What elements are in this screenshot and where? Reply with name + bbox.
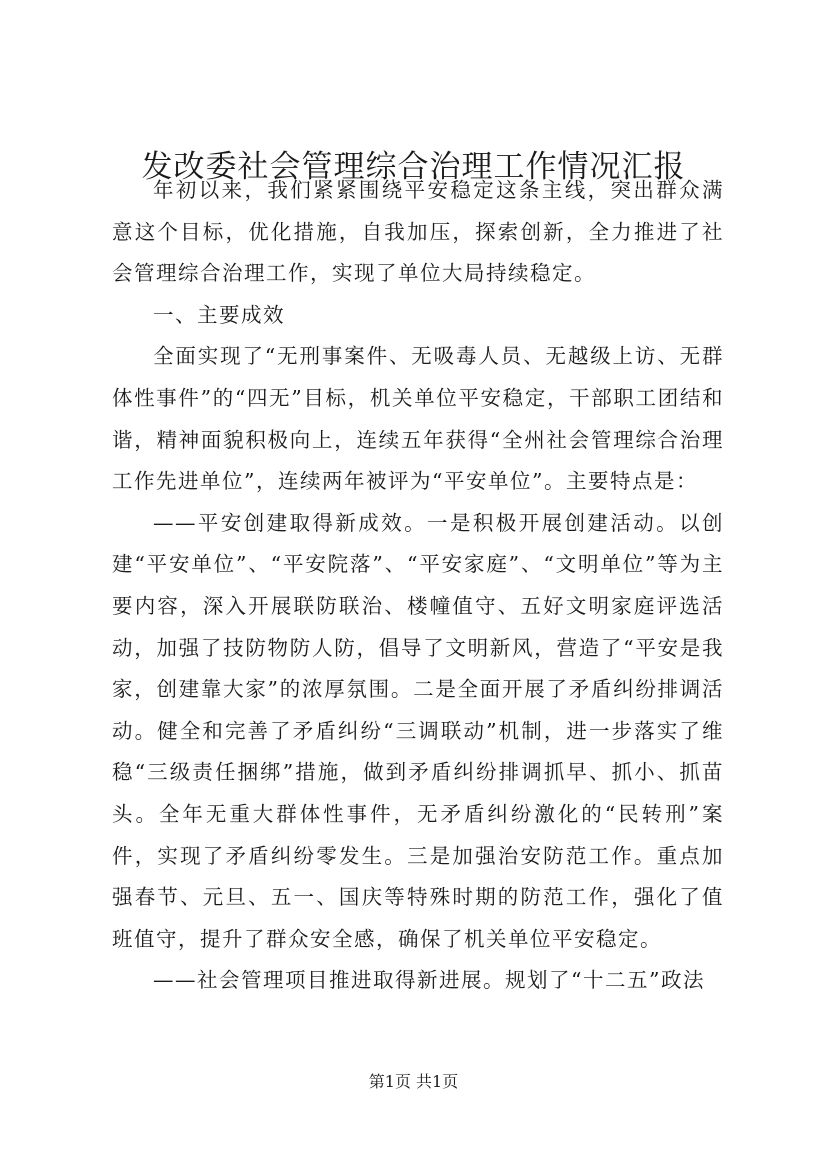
paragraph-social-management: ——社会管理项目推进取得新进展。规划了“十二五”政法 <box>153 968 705 993</box>
paragraph-safety-creation: ——平安创建取得新成效。一是积极开展创建活动。以创建“平安单位”、“平安院落”、“平安家庭”、“文明单位”等为主要内容，深入开展联防联治、楼幢值守、五好文明家庭评选活动，加强了技防物防人防，倡导了文明新风，营造了“平安是我家，创建靠大家”的浓厚氛围。二是全面开展了矛盾纠纷排调活动。健全和完善了矛盾纠纷“三调联动”机制，进一步落实了维稳“三级责任捆绑”措施，做到矛盾纠纷排调抓早、抓小、抓苗头。全年无重大群体性事件，无矛盾纠纷激化的“民转刑”案件，实现了矛盾纠纷零发生。三是加强治安防范工作。重点加强春节、元旦、五一、国庆等特殊时期的防范工作，强化了值班值守，提升了群众安全感，确保了机关单位平安稳定。 <box>112 510 724 951</box>
paragraph-achievements: 全面实现了“无刑事案件、无吸毒人员、无越级上访、无群体性事件”的“四无”目标，机关单位平安稳定，干部职工团结和谐，精神面貌积极向上，连续五年获得“全州社会管理综合治理工作先进单位”，连续两年被评为“平安单位”。主要特点是： <box>112 344 724 494</box>
document-title: 发改委社会管理综合治理工作情况汇报 <box>141 149 686 185</box>
document-body <box>112 170 724 1002</box>
section-heading: 一、主要成效 <box>153 302 285 327</box>
page-footer: 第1页 共1页 <box>368 1072 459 1091</box>
paragraph-intro: 年初以来，我们紧紧围绕平安稳定这条主线，突出群众满意这个目标，优化措施，自我加压，探索创新，全力推进了社会管理综合治理工作，实现了单位大局持续稳定。 <box>112 178 724 286</box>
